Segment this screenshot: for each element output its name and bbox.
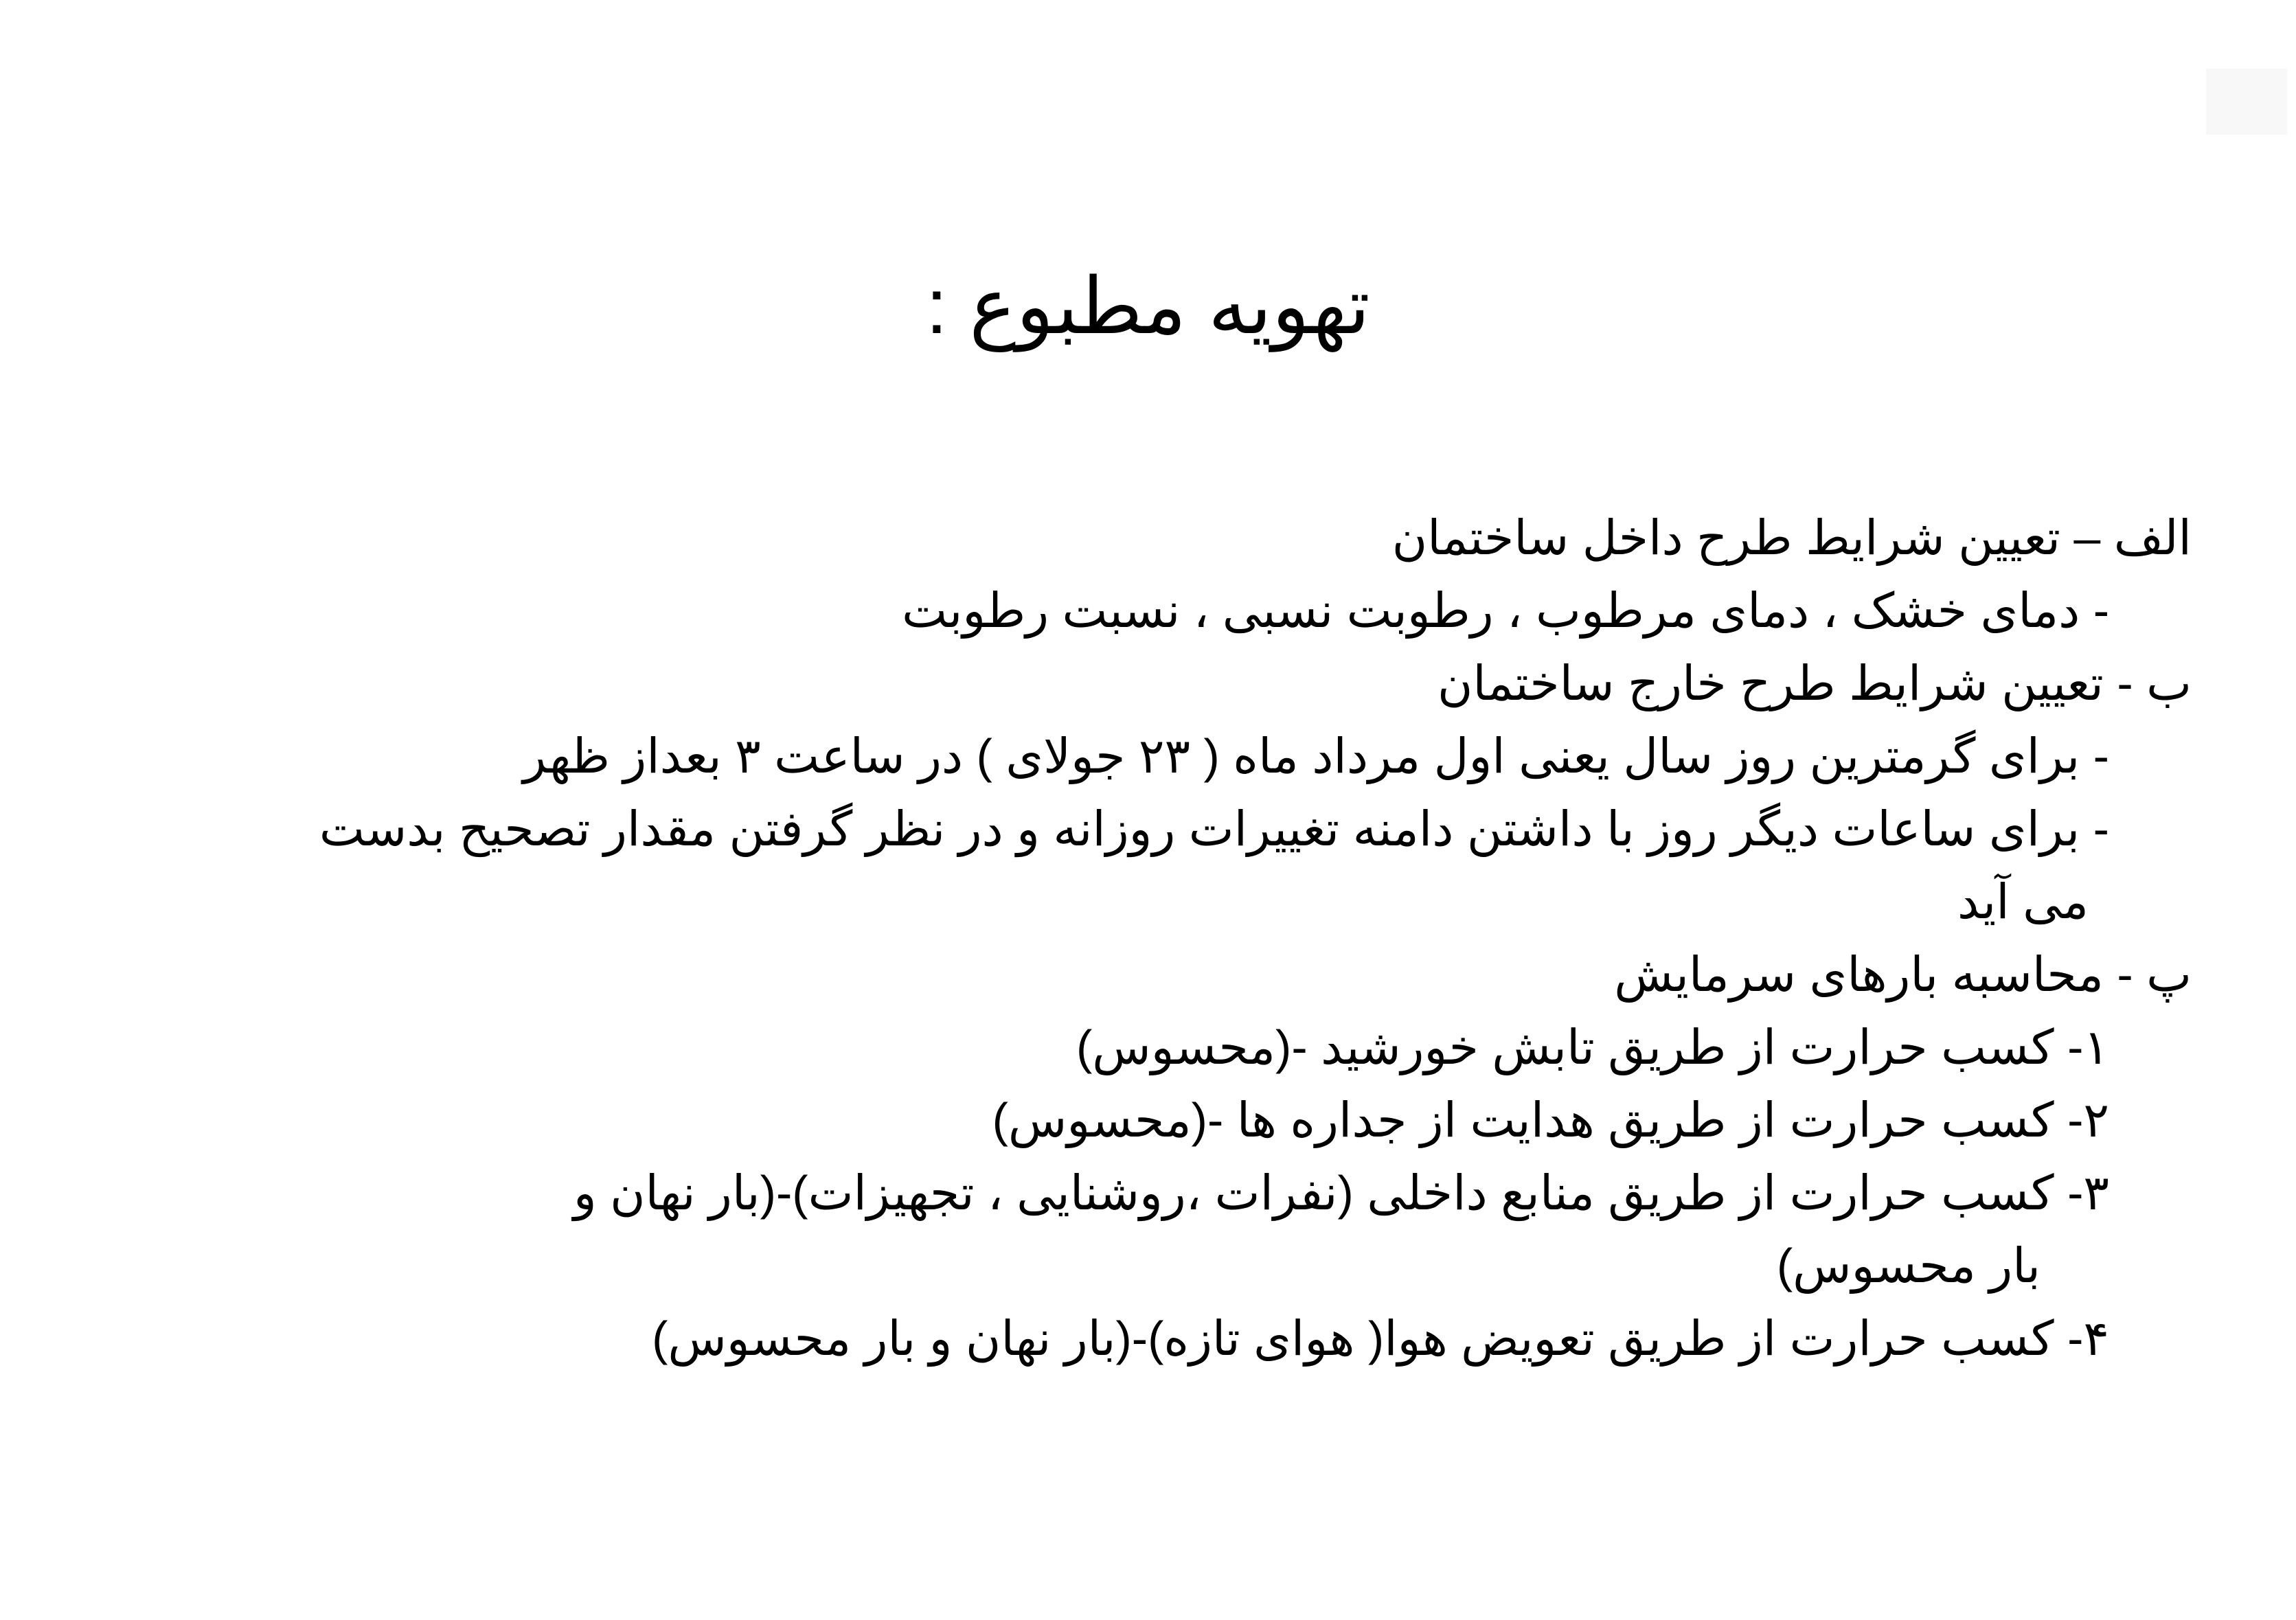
slide-body: [131, 501, 2192, 1375]
section-heading-outdoor-design: ب - تعیین شرایط طرح خارج ساختمان: [1437, 657, 2192, 710]
list-item-ventilation-gain: ۴- کسب حرارت از طریق تعویض هوا( هوای تازه)-(بار نهان و بار محسوس): [652, 1312, 2109, 1365]
section-heading-cooling-loads: پ - محاسبه بارهای سرمایش: [1614, 948, 2192, 1001]
section-heading-indoor-design: الف – تعیین شرایط طرح داخل ساختمان: [1391, 511, 2192, 564]
list-item-internal-gain-continued: بار محسوس): [1776, 1239, 2041, 1292]
slide-title: تهویه مطبوع :: [926, 263, 1370, 350]
bullet-other-hours: - برای ساعات دیگر روز با داشتن دامنه تغییرات روزانه و در نظر گرفتن مقدار تصحیح بدست: [319, 802, 2109, 856]
corner-placeholder-box: [2206, 69, 2287, 135]
list-item-conduction-gain: ۲- کسب حرارت از طریق هدایت از جداره ها -(محسوس): [992, 1093, 2109, 1147]
bullet-hottest-day: - برای گرمترین روز سال یعنی اول مرداد ماه ( ۲۳ جولای ) در ساعت ۳ بعداز ظهر: [523, 729, 2109, 783]
bullet-other-hours-continued: می آید: [1957, 875, 2089, 928]
list-item-solar-gain: ۱- کسب حرارت از طریق تابش خورشید -(محسوس): [1076, 1020, 2109, 1074]
list-item-internal-gain: ۳- کسب حرارت از طریق منابع داخلی (نفرات ،روشنایی ، تجهیزات)-(بار نهان و: [573, 1166, 2109, 1220]
bullet-indoor-parameters: - دمای خشک ، دمای مرطوب ، رطوبت نسبی ، نسبت رطوبت: [902, 584, 2109, 637]
